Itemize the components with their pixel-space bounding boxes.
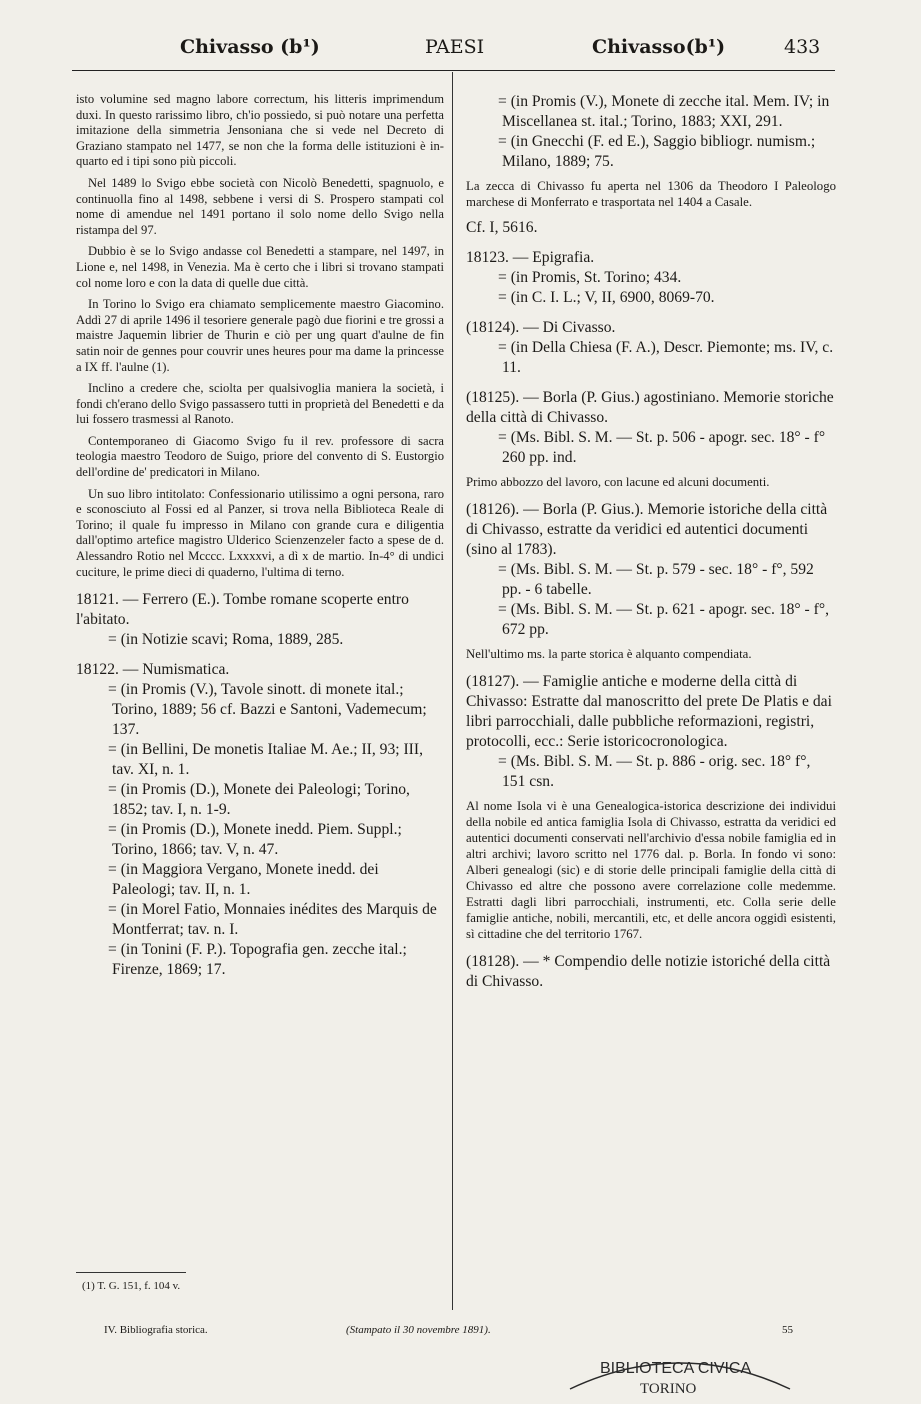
citation: = (in Promis (D.), Monete inedd. Piem. Suppl.; Torino, 1866; tav. V, n. 47. — [108, 821, 402, 859]
paragraph: Un suo libro intitolato: Confessionario utilissimo a ogni persona, raro e sconosciuto al Fossi ed al Panzer, si trova nella Biblioteca Reale di Torino; il quale fu impresso in Milano con grande cura e diligentia dall'optimo artefice magistro Ulderico Scienzenzeler facto a spese de d. Alessandro Rotio nel Mcccc. Lxxxxvi, a dì x de martio. In-4° di undici cuciture, le prime dieci di quaderno, l'ultima di terno. — [76, 486, 444, 579]
entry-18122-head: 18122. — Numismatica. — [76, 661, 230, 679]
paragraph: Nel 1489 lo Svigo ebbe società con Nicolò Benedetti, spagnuolo, e continuolla fino al 1498, sebbene i versi di S. Prospero stampati col nome di amendue nel 1491 portano il solo nome dello Svigo nella ristampa del 97. — [76, 175, 444, 237]
column-divider — [452, 72, 453, 1310]
running-head-right: Chivasso(b¹) — [592, 36, 726, 58]
citation: = (Ms. Bibl. S. M. — St. p. 579 - sec. 18° - f°, 592 pp. - 6 tabelle. — [498, 561, 814, 598]
footer-left: IV. Bibliografia storica. — [104, 1324, 208, 1336]
note: Al nome Isola vi è una Genealogica-istorica descrizione dei individui della nobile ed antica famiglia Isola di Chivasso, estratta da veridici ed autentici documenti conservati nell'archivio d'essa nobile famiglia ed in altri archivi; lavoro scritto nel 1776 dal. p. Borla. In fondo vi sono: Alberi genealogi (sic) e di storie delle principali famiglie della città di Chivasso ed altre che possono avere correlazione colle medemme. Estratti dagli libri parrocchiali, instrumenti, etc. Colla serie delle famiglie antiche, nobili, mercantili, etc, et delle ancora oggidì esistenti, sì cittadine che del territorio 1767. — [466, 799, 836, 941]
citation: = (in Tonini (F. P.). Topografia gen. zecche ital.; Firenze, 1869; 17. — [108, 941, 407, 979]
paragraph: In Torino lo Svigo era chiamato semplicemente maestro Giacomino. Addì 27 di aprile 1496 il tesoriere generale pagò due fiorini e tre grossi a maistre Jaquemin librier de Thurin e ciò per ung quart d'aulne de fin satin noir de gennes pour couvrir unes heures pour ma dame la princesse a IX ff. l'aulne (1). — [76, 297, 444, 374]
entry-18127-head: (18127). — Famiglie antiche e moderne della città di Chivasso: Estratte dal manoscritto del prete De Platis e dai libri parrocchiali, dalle pubbliche reformazioni, registri, protocolli, ecc.: Serie istoricocronologica. — [466, 673, 832, 750]
left-column — [76, 92, 444, 980]
citation: = (in Promis (V.), Tavole sinott. di monete ital.; Torino, 1889; 56 cf. Bazzi e Santoni, Vademecum; 137. — [108, 681, 427, 739]
citation: = (Ms. Bibl. S. M. — St. p. 506 - apogr. sec. 18° - f° 260 pp. ind. — [498, 429, 826, 466]
note: La zecca di Chivasso fu aperta nel 1306 da Theodoro I Paleologo marchese di Monferrato e trasportata nel 1404 a Casale. — [466, 179, 836, 209]
right-column — [466, 92, 836, 992]
citation: = (in Della Chiesa (F. A.), Descr. Piemonte; ms. IV, c. 11. — [498, 339, 834, 376]
cross-reference: Cf. I, 5616. — [466, 219, 538, 236]
citation: = (in Promis (V.), Monete di zecche ital. Mem. IV; in Miscellanea st. ital.; Torino, 1883; XXI, 291. — [498, 93, 830, 130]
page-number: 433 — [784, 36, 821, 58]
citation: = (in Gnecchi (F. ed E.), Saggio bibliogr. numism.; Milano, 1889; 75. — [498, 133, 816, 170]
citation: = (in Bellini, De monetis Italiae M. Ae.; II, 93; III, tav. XI, n. 1. — [108, 741, 423, 779]
citation: = (in Notizie scavi; Roma, 1889, 285. — [108, 631, 344, 649]
entry-18123-head: 18123. — Epigrafia. — [466, 249, 595, 266]
paragraph: Contemporaneo di Giacomo Svigo fu il rev. professore di sacra teologia maestro Teodoro de Suigo, priore del convento di S. Eustorgio dell'ordine de' predicatori in Milano. — [76, 433, 444, 480]
citation: = (in Promis (D.), Monete dei Paleologi; Torino, 1852; tav. I, n. 1-9. — [108, 781, 410, 819]
citation: = (in Morel Fatio, Monnaies inédites des Marquis de Montferrat; tav. n. I. — [108, 901, 437, 939]
paragraph: Inclino a credere che, sciolta per qualsivoglia maniera la società, i fondi ch'erano dello Svigo passassero tutti in proprietà del Benedetti e da lui fossero trasmessi al Ranoto. — [76, 381, 444, 427]
note: Nell'ultimo ms. la parte storica è alquanto compendiata. — [466, 647, 752, 661]
citation: = (in Maggiora Vergano, Monete inedd. dei Paleologi; tav. II, n. 1. — [108, 861, 379, 899]
entry-18126-head: (18126). — Borla (P. Gius.). Memorie istoriche della città di Chivasso, estratte da veridici ed autentici documenti (sino al 1783). — [466, 501, 828, 558]
entry-18125-head: (18125). — Borla (P. Gius.) agostiniano. Memorie storiche della città di Chivasso. — [466, 389, 834, 426]
citation: = (Ms. Bibl. S. M. — St. p. 886 - orig. sec. 18° f°, 151 csn. — [498, 753, 811, 790]
footnote-rule — [76, 1272, 186, 1273]
stamp-graphic — [560, 1345, 800, 1397]
entry-18128-head: (18128). — * Compendio delle notizie istoriché della città di Chivasso. — [466, 953, 831, 990]
library-stamp — [560, 1345, 800, 1397]
footer-center: (Stampato il 30 novembre 1891). — [346, 1324, 491, 1336]
footer-page-number: 55 — [782, 1324, 793, 1336]
stamp-line2: TORINO — [640, 1381, 697, 1397]
entry-18124-head: (18124). — Di Civasso. — [466, 319, 616, 336]
citation: = (in Promis, St. Torino; 434. — [498, 269, 682, 286]
citation: = (in C. I. L.; V, II, 6900, 8069-70. — [498, 289, 715, 306]
stamp-line1: BIBLIOTECA CIVICA — [600, 1360, 752, 1377]
running-head-left: Chivasso (b¹) — [180, 36, 320, 58]
paragraph: Dubbio è se lo Svigo andasse col Benedetti a stampare, nel 1497, in Lione e, nel 1498, in Venezia. Ma è certo che i libri si trovano stampati col nome loro e con la data di quelle due città. — [76, 244, 444, 290]
paragraph: isto volumine sed magno labore correctum, his litteris imprimendum duxi. In questo rarissimo libro, ch'io possiedo, si può notare una perfetta imitazione della simmetria Jensoniana che si vede nel Decreto di Graziano stampato nel 1477, se non che la forma delle istituzioni è in-quarto ed i tipi sono più piccoli. — [76, 92, 444, 169]
running-head-center: PAESI — [425, 36, 485, 58]
citation: = (Ms. Bibl. S. M. — St. p. 621 - apogr. sec. 18° - f°, 672 pp. — [498, 601, 829, 638]
footnote: (1) T. G. 151, f. 104 v. — [82, 1280, 181, 1292]
header-rule — [72, 70, 835, 71]
note: Primo abbozzo del lavoro, con lacune ed alcuni documenti. — [466, 475, 770, 489]
entry-18121-head: 18121. — Ferrero (E.). Tombe romane scoperte entro l'abitato. — [76, 591, 409, 629]
